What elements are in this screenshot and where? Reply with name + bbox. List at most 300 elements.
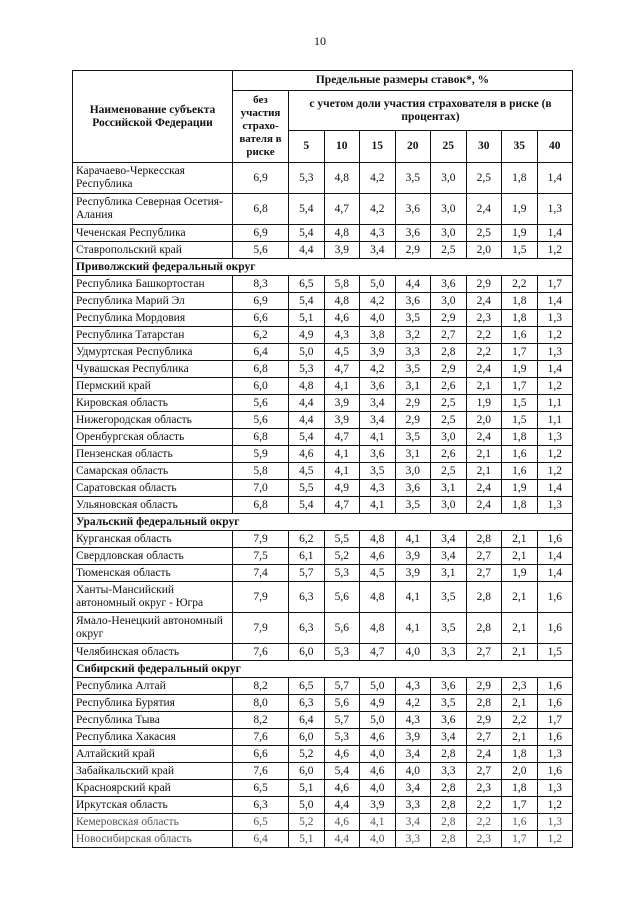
rate-cell: 3,4 — [395, 746, 431, 763]
rate-cell: 5,0 — [289, 797, 325, 814]
rate-cell: 4,8 — [324, 225, 360, 242]
table-row — [73, 565, 573, 582]
rate-cell: 3,4 — [360, 395, 396, 412]
rate-cell: 5,7 — [324, 712, 360, 729]
rate-cell: 4,9 — [360, 695, 396, 712]
rate-cell: 3,6 — [360, 446, 396, 463]
table-row — [73, 310, 573, 327]
rate-cell: 3,1 — [395, 446, 431, 463]
rate-cell: 6,2 — [289, 531, 325, 548]
region-name: Республика Марий Эл — [73, 293, 233, 310]
insurance-rates-table — [72, 70, 573, 848]
rate-cell: 1,8 — [502, 746, 538, 763]
rate-cell: 4,6 — [360, 548, 396, 565]
rate-cell: 2,0 — [466, 412, 502, 429]
rate-cell: 4,0 — [360, 746, 396, 763]
rate-cell: 4,1 — [395, 531, 431, 548]
rate-cell: 2,2 — [466, 797, 502, 814]
rate-cell: 5,2 — [324, 548, 360, 565]
base-rate-cell: 5,6 — [233, 395, 289, 412]
rate-cell: 5,8 — [324, 276, 360, 293]
federal-district-row — [73, 514, 573, 531]
rate-cell: 2,1 — [466, 446, 502, 463]
region-name: Республика Северная Осетия-Алания — [73, 194, 233, 225]
rate-cell: 2,4 — [466, 497, 502, 514]
region-name: Оренбургская область — [73, 429, 233, 446]
rate-cell: 5,3 — [324, 644, 360, 661]
table-row — [73, 531, 573, 548]
rate-cell: 5,5 — [289, 480, 325, 497]
rate-cell: 3,0 — [431, 497, 467, 514]
percent-column-header: 15 — [360, 131, 396, 163]
rate-cell: 2,3 — [466, 310, 502, 327]
rate-cell: 1,4 — [537, 565, 573, 582]
base-rate-cell: 6,3 — [233, 797, 289, 814]
table-row — [73, 814, 573, 831]
rate-cell: 1,3 — [537, 814, 573, 831]
rate-cell: 2,5 — [431, 463, 467, 480]
table-row — [73, 463, 573, 480]
table-row — [73, 344, 573, 361]
rate-cell: 3,9 — [395, 729, 431, 746]
rate-cell: 2,9 — [395, 412, 431, 429]
rate-cell: 3,2 — [395, 327, 431, 344]
rate-cell: 5,3 — [289, 163, 325, 194]
rate-cell: 1,7 — [502, 831, 538, 848]
rate-cell: 2,8 — [466, 531, 502, 548]
rate-cell: 1,3 — [537, 780, 573, 797]
base-rate-cell: 6,8 — [233, 497, 289, 514]
rate-cell: 5,7 — [324, 678, 360, 695]
table-row — [73, 378, 573, 395]
region-name: Забайкальский край — [73, 763, 233, 780]
table-row — [73, 797, 573, 814]
rate-cell: 1,6 — [537, 729, 573, 746]
rate-cell: 3,0 — [431, 225, 467, 242]
rate-cell: 2,4 — [466, 429, 502, 446]
rate-cell: 3,0 — [431, 429, 467, 446]
rate-cell: 3,5 — [395, 163, 431, 194]
rate-cell: 3,9 — [324, 242, 360, 259]
rate-cell: 3,3 — [395, 831, 431, 848]
rate-cell: 4,3 — [360, 480, 396, 497]
rate-cell: 2,7 — [431, 327, 467, 344]
rate-cell: 5,0 — [360, 276, 396, 293]
base-rate-cell: 7,9 — [233, 531, 289, 548]
rate-cell: 1,4 — [537, 361, 573, 378]
rate-cell: 4,3 — [395, 712, 431, 729]
base-rate-cell: 6,9 — [233, 163, 289, 194]
table-row — [73, 395, 573, 412]
rate-cell: 1,6 — [502, 327, 538, 344]
rate-cell: 2,1 — [502, 548, 538, 565]
rate-cell: 4,1 — [360, 814, 396, 831]
rate-cell: 6,4 — [289, 712, 325, 729]
rate-cell: 1,5 — [502, 395, 538, 412]
region-name: Свердловская область — [73, 548, 233, 565]
rate-cell: 3,5 — [431, 613, 467, 644]
rate-cell: 2,2 — [466, 327, 502, 344]
rate-cell: 5,2 — [289, 814, 325, 831]
share-header: с учетом доли участия страхователя в риске (в процентах) — [289, 91, 573, 131]
rate-cell: 1,8 — [502, 293, 538, 310]
rate-cell: 3,5 — [431, 582, 467, 613]
table-row — [73, 644, 573, 661]
table-row — [73, 194, 573, 225]
rate-cell: 6,0 — [289, 729, 325, 746]
rate-cell: 4,4 — [395, 276, 431, 293]
rate-cell: 3,4 — [431, 531, 467, 548]
rate-cell: 3,1 — [431, 480, 467, 497]
rate-cell: 3,5 — [431, 695, 467, 712]
rate-cell: 2,4 — [466, 293, 502, 310]
rate-cell: 3,5 — [395, 310, 431, 327]
rate-cell: 2,5 — [466, 225, 502, 242]
rate-cell: 5,6 — [324, 695, 360, 712]
rate-cell: 2,1 — [502, 695, 538, 712]
rate-cell: 2,1 — [502, 729, 538, 746]
rate-cell: 2,4 — [466, 480, 502, 497]
rate-cell: 4,1 — [324, 378, 360, 395]
region-name: Тюменская область — [73, 565, 233, 582]
base-rate-cell: 6,9 — [233, 293, 289, 310]
rate-cell: 2,7 — [466, 763, 502, 780]
rate-cell: 3,3 — [431, 763, 467, 780]
base-rate-cell: 6,8 — [233, 361, 289, 378]
federal-district-row — [73, 661, 573, 678]
rate-cell: 3,1 — [431, 565, 467, 582]
rate-cell: 4,3 — [360, 225, 396, 242]
rate-cell: 2,2 — [466, 814, 502, 831]
base-rate-cell: 7,9 — [233, 613, 289, 644]
rate-cell: 1,9 — [466, 395, 502, 412]
rate-cell: 1,4 — [537, 480, 573, 497]
rate-cell: 3,9 — [395, 565, 431, 582]
rate-cell: 2,5 — [466, 163, 502, 194]
base-rate-header: без участия страхо-вателя в риске — [233, 91, 289, 163]
rate-cell: 1,2 — [537, 327, 573, 344]
rate-cell: 6,5 — [289, 276, 325, 293]
rate-cell: 4,4 — [289, 242, 325, 259]
federal-district-name: Приволжский федеральный округ — [73, 259, 573, 276]
table-row — [73, 429, 573, 446]
rate-cell: 1,6 — [502, 446, 538, 463]
rate-cell: 4,8 — [324, 163, 360, 194]
rate-cell: 1,7 — [502, 797, 538, 814]
percent-column-header: 20 — [395, 131, 431, 163]
rate-cell: 2,3 — [502, 678, 538, 695]
base-rate-cell: 6,0 — [233, 378, 289, 395]
rate-cell: 5,2 — [289, 746, 325, 763]
rate-cell: 2,9 — [395, 395, 431, 412]
rate-cell: 2,5 — [431, 395, 467, 412]
federal-district-name: Сибирский федеральный округ — [73, 661, 573, 678]
rate-cell: 2,1 — [502, 644, 538, 661]
rate-cell: 2,2 — [502, 712, 538, 729]
rate-cell: 2,4 — [466, 194, 502, 225]
table-row — [73, 446, 573, 463]
table-row — [73, 480, 573, 497]
region-name: Иркутская область — [73, 797, 233, 814]
rate-cell: 3,3 — [431, 644, 467, 661]
region-name: Челябинская область — [73, 644, 233, 661]
rate-cell: 5,4 — [289, 225, 325, 242]
region-name: Пензенская область — [73, 446, 233, 463]
rate-cell: 2,6 — [431, 378, 467, 395]
base-rate-cell: 7,6 — [233, 644, 289, 661]
rate-cell: 2,5 — [431, 412, 467, 429]
rate-cell: 2,4 — [466, 746, 502, 763]
rate-cell: 4,1 — [360, 497, 396, 514]
rate-cell: 1,8 — [502, 780, 538, 797]
rate-cell: 1,6 — [537, 695, 573, 712]
rate-cell: 3,8 — [360, 327, 396, 344]
rate-cell: 2,7 — [466, 729, 502, 746]
region-name: Республика Мордовия — [73, 310, 233, 327]
base-rate-cell: 7,6 — [233, 763, 289, 780]
base-rate-cell: 5,9 — [233, 446, 289, 463]
table-body — [73, 163, 573, 848]
rate-cell: 1,3 — [537, 429, 573, 446]
rate-cell: 3,0 — [431, 194, 467, 225]
rate-cell: 1,4 — [537, 293, 573, 310]
rate-cell: 2,8 — [431, 797, 467, 814]
rate-cell: 3,5 — [395, 429, 431, 446]
rate-cell: 1,9 — [502, 565, 538, 582]
base-rate-cell: 8,3 — [233, 276, 289, 293]
rate-cell: 5,4 — [289, 429, 325, 446]
rate-cell: 1,6 — [502, 463, 538, 480]
table-row — [73, 163, 573, 194]
rate-cell: 5,4 — [324, 763, 360, 780]
region-name: Курганская область — [73, 531, 233, 548]
rate-cell: 4,2 — [360, 194, 396, 225]
region-name: Ханты-Мансийский автономный округ - Югра — [73, 582, 233, 613]
rate-cell: 2,8 — [466, 582, 502, 613]
region-name: Республика Алтай — [73, 678, 233, 695]
base-rate-cell: 6,9 — [233, 225, 289, 242]
table-row — [73, 225, 573, 242]
rate-cell: 1,9 — [502, 361, 538, 378]
rate-cell: 3,0 — [431, 293, 467, 310]
region-name: Карачаево-Черкесская Республика — [73, 163, 233, 194]
table-row — [73, 497, 573, 514]
rate-cell: 1,1 — [537, 395, 573, 412]
base-rate-cell: 7,9 — [233, 582, 289, 613]
rate-cell: 3,4 — [431, 729, 467, 746]
base-rate-cell: 5,6 — [233, 412, 289, 429]
rate-cell: 1,4 — [537, 163, 573, 194]
percent-column-header: 5 — [289, 131, 325, 163]
rate-cell: 6,5 — [289, 678, 325, 695]
table-row — [73, 327, 573, 344]
rate-cell: 3,4 — [360, 242, 396, 259]
rate-cell: 2,1 — [502, 531, 538, 548]
table-row — [73, 746, 573, 763]
rate-cell: 3,6 — [431, 276, 467, 293]
base-rate-cell: 5,6 — [233, 242, 289, 259]
rate-cell: 2,5 — [431, 242, 467, 259]
region-name: Ульяновская область — [73, 497, 233, 514]
rate-cell: 4,1 — [395, 613, 431, 644]
base-rate-cell: 6,6 — [233, 310, 289, 327]
rate-cell: 4,8 — [360, 613, 396, 644]
region-name: Кемеровская область — [73, 814, 233, 831]
rate-cell: 3,6 — [395, 225, 431, 242]
rate-cell: 1,5 — [502, 412, 538, 429]
region-name: Республика Бурятия — [73, 695, 233, 712]
rate-cell: 2,8 — [431, 780, 467, 797]
rate-cell: 4,3 — [324, 327, 360, 344]
rate-cell: 5,0 — [289, 344, 325, 361]
rate-cell: 4,7 — [324, 429, 360, 446]
rate-cell: 3,6 — [395, 480, 431, 497]
rate-cell: 1,3 — [537, 310, 573, 327]
rate-cell: 4,5 — [324, 344, 360, 361]
rate-cell: 3,0 — [395, 463, 431, 480]
rate-cell: 2,1 — [466, 463, 502, 480]
rates-header: Предельные размеры ставок*, % — [233, 71, 573, 91]
region-name: Самарская область — [73, 463, 233, 480]
rate-cell: 2,8 — [431, 814, 467, 831]
rate-cell: 6,3 — [289, 695, 325, 712]
rate-cell: 2,8 — [466, 613, 502, 644]
rate-cell: 4,7 — [324, 194, 360, 225]
rate-cell: 1,8 — [502, 497, 538, 514]
rate-cell: 1,4 — [537, 225, 573, 242]
base-rate-cell: 6,4 — [233, 344, 289, 361]
rate-cell: 3,4 — [395, 780, 431, 797]
region-name: Ставропольский край — [73, 242, 233, 259]
base-rate-cell: 8,2 — [233, 712, 289, 729]
rate-cell: 4,7 — [360, 644, 396, 661]
table-row — [73, 412, 573, 429]
base-rate-cell: 6,8 — [233, 194, 289, 225]
rate-cell: 3,1 — [395, 378, 431, 395]
rate-cell: 4,5 — [289, 463, 325, 480]
rate-cell: 2,2 — [466, 344, 502, 361]
rate-cell: 4,0 — [360, 310, 396, 327]
rate-cell: 4,6 — [324, 780, 360, 797]
rate-cell: 3,3 — [395, 344, 431, 361]
base-rate-cell: 7,6 — [233, 729, 289, 746]
base-rate-cell: 6,6 — [233, 746, 289, 763]
region-name: Чувашская Республика — [73, 361, 233, 378]
rate-cell: 4,1 — [360, 429, 396, 446]
rate-cell: 4,1 — [324, 446, 360, 463]
rate-cell: 4,2 — [360, 163, 396, 194]
rate-cell: 4,3 — [395, 678, 431, 695]
rate-cell: 2,1 — [502, 613, 538, 644]
rate-cell: 3,4 — [395, 814, 431, 831]
rate-cell: 5,3 — [324, 729, 360, 746]
rate-cell: 4,8 — [360, 582, 396, 613]
rate-cell: 2,9 — [466, 276, 502, 293]
rate-cell: 4,6 — [360, 729, 396, 746]
percent-column-header: 40 — [537, 131, 573, 163]
rate-cell: 5,1 — [289, 310, 325, 327]
rate-cell: 5,6 — [324, 582, 360, 613]
region-name: Нижегородская область — [73, 412, 233, 429]
rate-cell: 4,2 — [395, 695, 431, 712]
rate-cell: 1,6 — [537, 613, 573, 644]
table-row — [73, 582, 573, 613]
rate-cell: 3,5 — [360, 463, 396, 480]
rate-cell: 4,4 — [324, 797, 360, 814]
rate-cell: 4,6 — [324, 814, 360, 831]
rate-cell: 1,1 — [537, 412, 573, 429]
rate-cell: 1,6 — [537, 763, 573, 780]
rate-cell: 2,6 — [431, 446, 467, 463]
rate-cell: 1,6 — [537, 531, 573, 548]
rate-cell: 1,2 — [537, 446, 573, 463]
rate-cell: 1,2 — [537, 242, 573, 259]
rate-cell: 2,0 — [466, 242, 502, 259]
rate-cell: 1,3 — [537, 497, 573, 514]
rate-cell: 2,3 — [466, 831, 502, 848]
region-name: Кировская область — [73, 395, 233, 412]
table-header — [73, 71, 573, 163]
table-row — [73, 293, 573, 310]
rate-cell: 4,5 — [360, 565, 396, 582]
rate-cell: 3,4 — [360, 412, 396, 429]
rate-cell: 3,6 — [360, 378, 396, 395]
rate-cell: 5,3 — [289, 361, 325, 378]
rate-cell: 2,8 — [431, 746, 467, 763]
table-row — [73, 780, 573, 797]
rate-cell: 5,1 — [289, 831, 325, 848]
rate-cell: 1,9 — [502, 194, 538, 225]
rate-cell: 1,8 — [502, 310, 538, 327]
base-rate-cell: 7,5 — [233, 548, 289, 565]
rate-cell: 4,7 — [324, 361, 360, 378]
rate-cell: 5,0 — [360, 712, 396, 729]
table-row — [73, 361, 573, 378]
rate-cell: 1,2 — [537, 463, 573, 480]
rate-cell: 1,2 — [537, 831, 573, 848]
rate-cell: 4,6 — [324, 746, 360, 763]
rate-cell: 2,9 — [431, 361, 467, 378]
rate-cell: 1,9 — [502, 480, 538, 497]
rate-cell: 1,2 — [537, 378, 573, 395]
rate-cell: 2,0 — [502, 763, 538, 780]
rate-cell: 1,4 — [537, 548, 573, 565]
rate-cell: 2,7 — [466, 565, 502, 582]
percent-column-header: 25 — [431, 131, 467, 163]
rate-cell: 6,0 — [289, 763, 325, 780]
rate-cell: 2,9 — [466, 678, 502, 695]
table-row — [73, 695, 573, 712]
percent-column-header: 10 — [324, 131, 360, 163]
rate-cell: 3,6 — [395, 293, 431, 310]
table-row — [73, 613, 573, 644]
rate-cell: 4,0 — [360, 831, 396, 848]
rate-cell: 4,7 — [324, 497, 360, 514]
table-row — [73, 763, 573, 780]
rate-cell: 5,0 — [360, 678, 396, 695]
rate-cell: 2,9 — [395, 242, 431, 259]
rate-cell: 1,3 — [537, 344, 573, 361]
rate-cell: 5,4 — [289, 194, 325, 225]
rate-cell: 3,0 — [431, 163, 467, 194]
region-name: Красноярский край — [73, 780, 233, 797]
base-rate-cell: 6,4 — [233, 831, 289, 848]
base-rate-cell: 6,5 — [233, 814, 289, 831]
percent-column-header: 30 — [466, 131, 502, 163]
rate-cell: 3,3 — [395, 797, 431, 814]
base-rate-cell: 8,0 — [233, 695, 289, 712]
table-row — [73, 548, 573, 565]
